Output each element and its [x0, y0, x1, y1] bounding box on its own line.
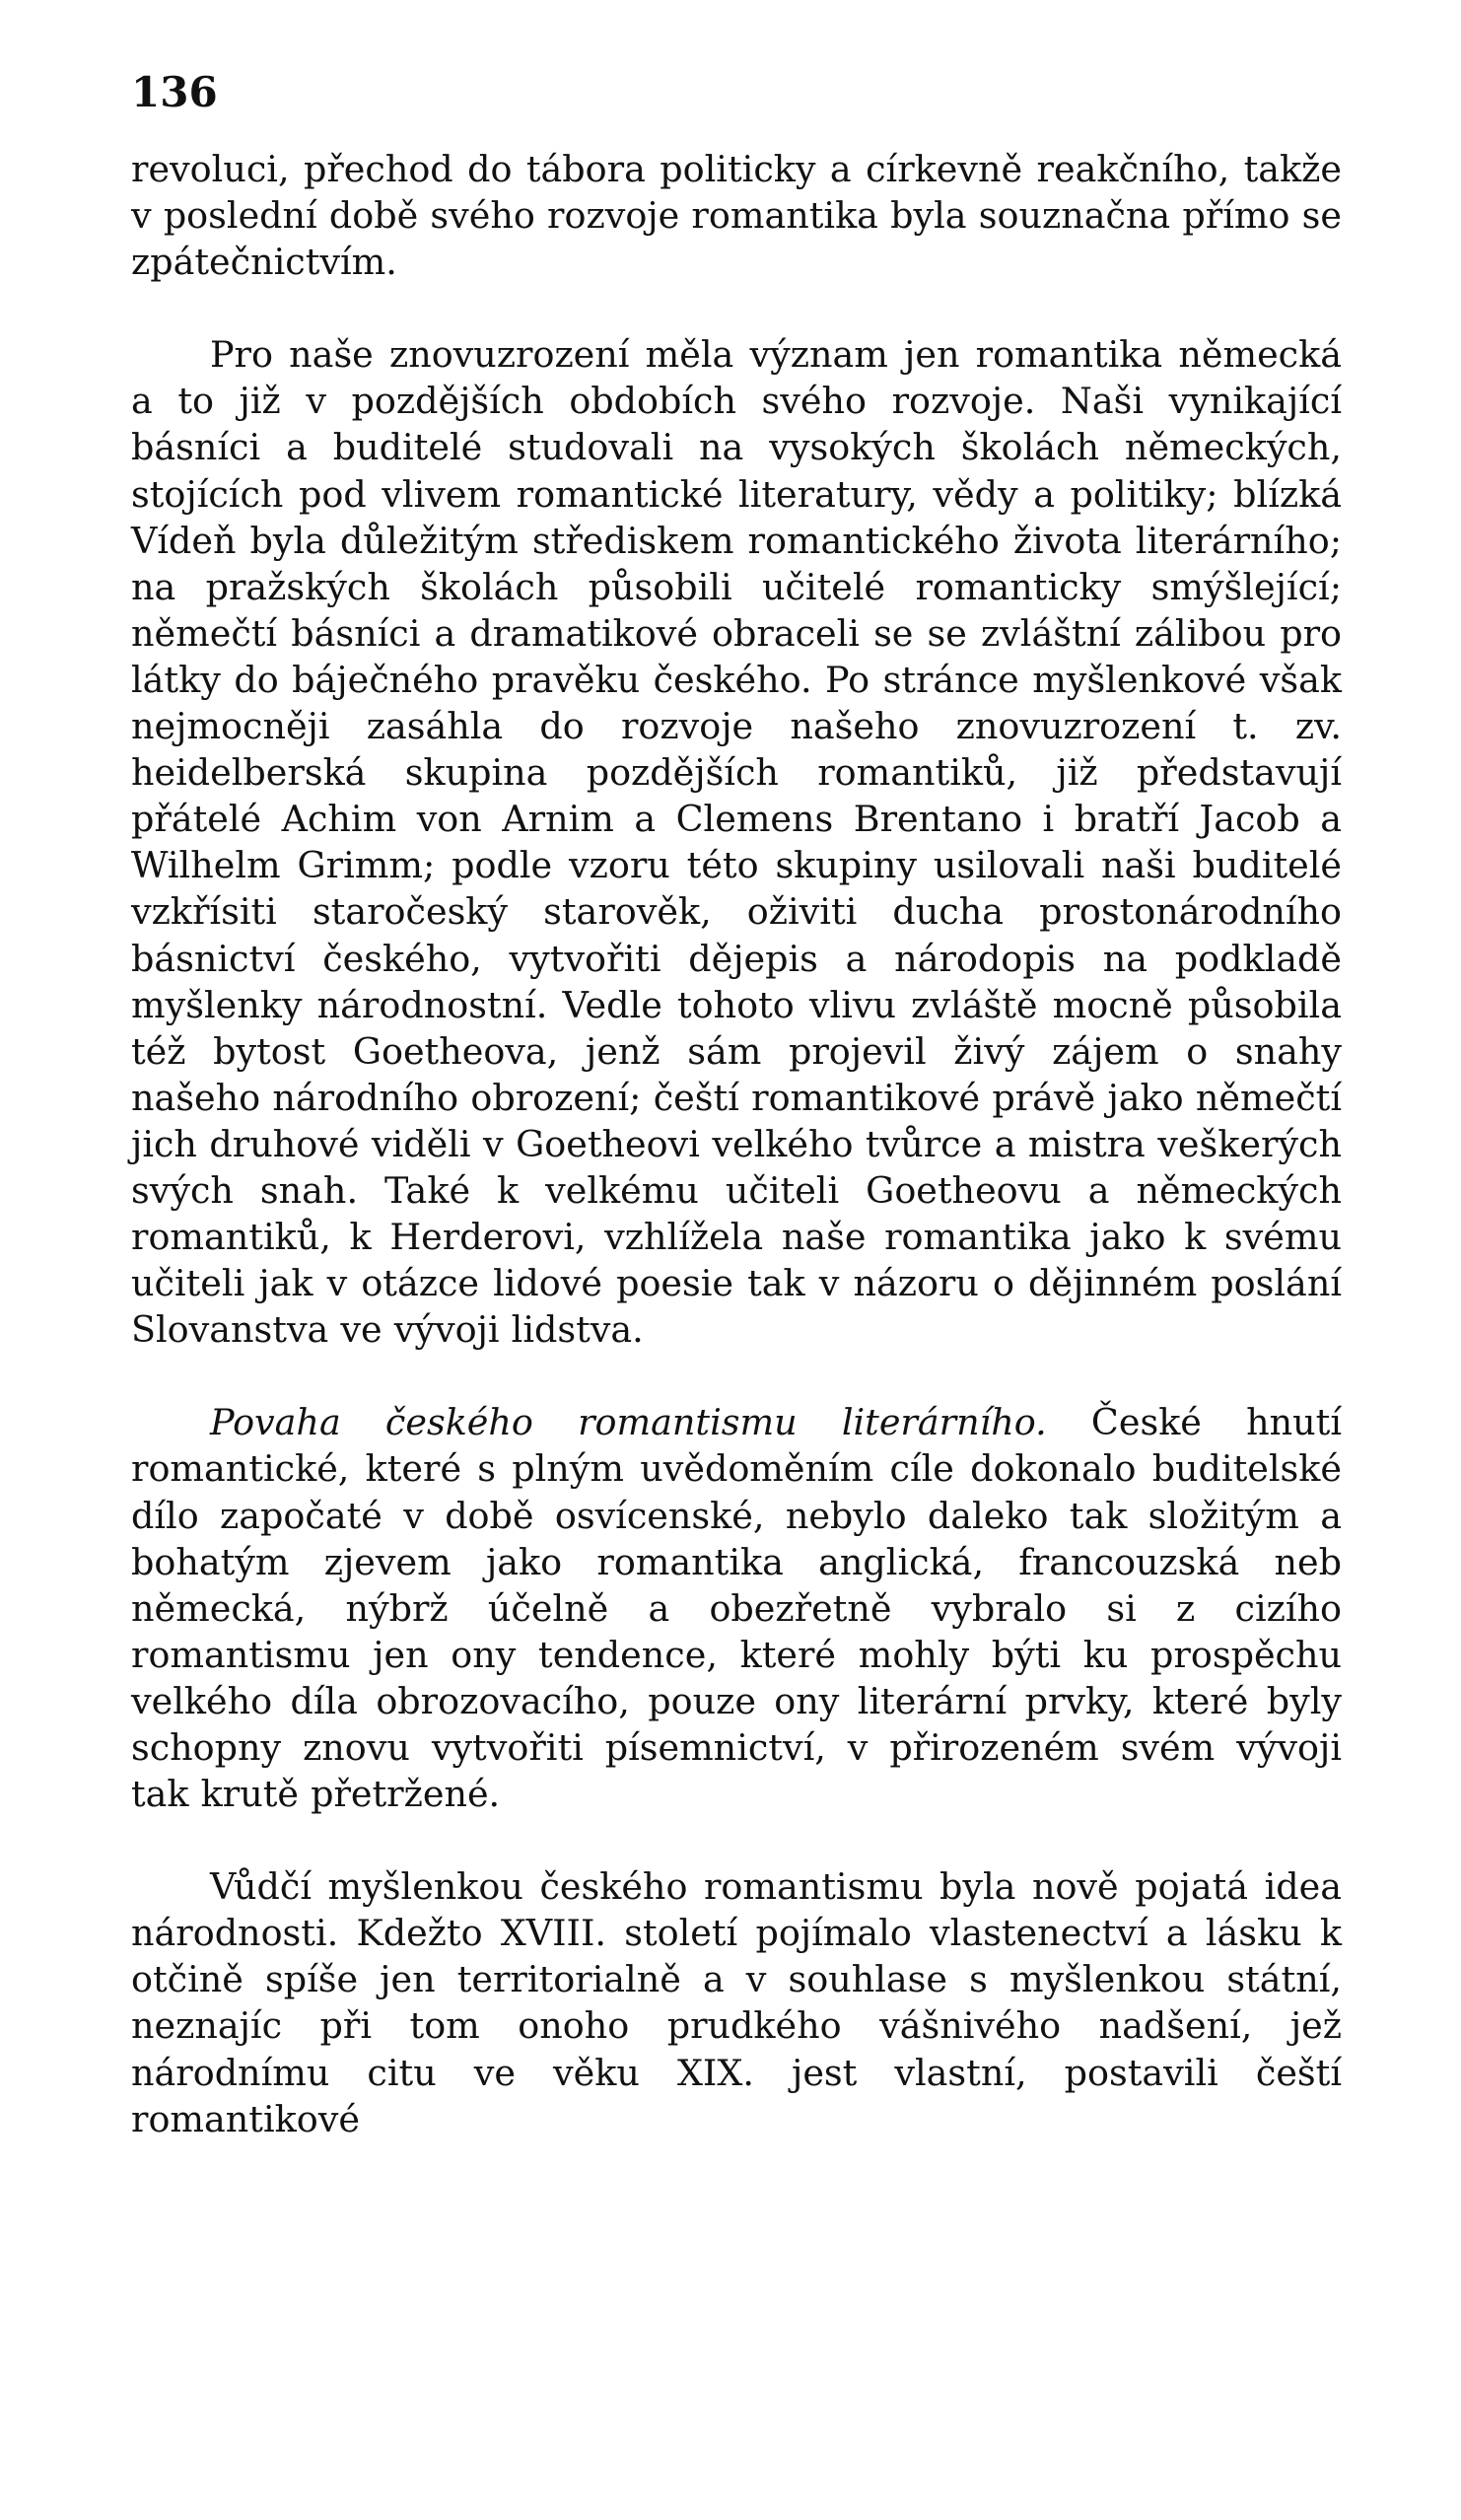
paragraph-text: Vůdčí myšlenkou českého romantismu byla nově pojatá idea národnosti. Kdežto XVIII. století pojímalo vlastenectví a lásku k otčině spíše jen territorialně a v souhlase s myšlenkou státní, neznajíc při tom onoho prudkého vášnivého nadšení, jež národnímu citu ve věku XIX. jest vlastní, postavili čeští romantikové — [131, 1865, 1342, 2140]
paragraph-gap — [131, 285, 1342, 331]
section-heading-italic: Povaha českého romantismu literárního. — [210, 1401, 1047, 1444]
paragraph-4 — [131, 1863, 1342, 2142]
paragraph-1 — [131, 146, 1342, 285]
paragraph-gap — [131, 1353, 1342, 1399]
paragraph-gap — [131, 1817, 1342, 1863]
page-number: 136 — [131, 68, 218, 116]
paragraph-text: Pro naše znovuzrození měla význam jen romantika německá a to již v pozdějších obdobích svého rozvoje. Naši vynikající básníci a buditelé studovali na vysokých školách německých, stojících pod vlivem romantické literatury, vědy a politiky; blízká Vídeň byla důležitým střediskem romantického života literárního; na pražských školách působili učitelé romanticky smýšlející; němečtí básníci a dramatikové obraceli se se zvláštní zálibou pro látky do báječného pravěku českého. Po stránce myšlenkové však nejmocněji zasáhla do rozvoje našeho znovuzrození t. zv. heidelberská skupina pozdějších romantiků, již představují přátelé Achim von Arnim a Clemens Brentano i bratří Jacob a Wilhelm Grimm; podle vzoru této skupiny usilovali naši buditelé vzkřísiti staročeský starověk, oživiti ducha prostonárodního básnictví českého, vytvořiti dějepis a národopis na podkladě myšlenky národnostní. Vedle tohoto vlivu zvláště mocně působila též bytost Goetheova, jenž sám projevil živý zájem o snahy našeho národního obrození; čeští romantikové právě jako němečtí jich druhové viděli v Goetheovi velkého tvůrce a mistra veškerých svých snah. Také k velkému učiteli Goetheovu a německých romantiků, k Herderovi, vzhlížela naše romantika jako k svému učiteli jak v otázce lidové poesie tak v názoru o dějinném poslání Slovanstva ve vývoji lidstva. — [131, 333, 1342, 1352]
paragraph-2 — [131, 331, 1342, 1353]
paragraph-text: revoluci, přechod do tábora politicky a církevně reakčního, takže v poslední době svého rozvoje romantika byla souznačna přímo se zpátečnictvím. — [131, 148, 1342, 284]
paragraph-text: České hnutí romantické, které s plným uvědoměním cíle dokonalo buditelské dílo započaté v době osvícenské, nebylo daleko tak složitým a bohatým zjevem jako romantika anglická, francouzská neb německá, nýbrž účelně a obezřetně vybralo si z cizího romantismu jen ony tendence, které mohly býti ku prospěchu velkého díla obrozovacího, pouze ony literární prvky, které byly schopny znovu vytvořiti písemnictví, v přirozeném svém vývoji tak krutě přetržené. — [131, 1401, 1342, 1816]
paragraph-3 — [131, 1399, 1342, 1817]
text-column — [131, 146, 1342, 2142]
